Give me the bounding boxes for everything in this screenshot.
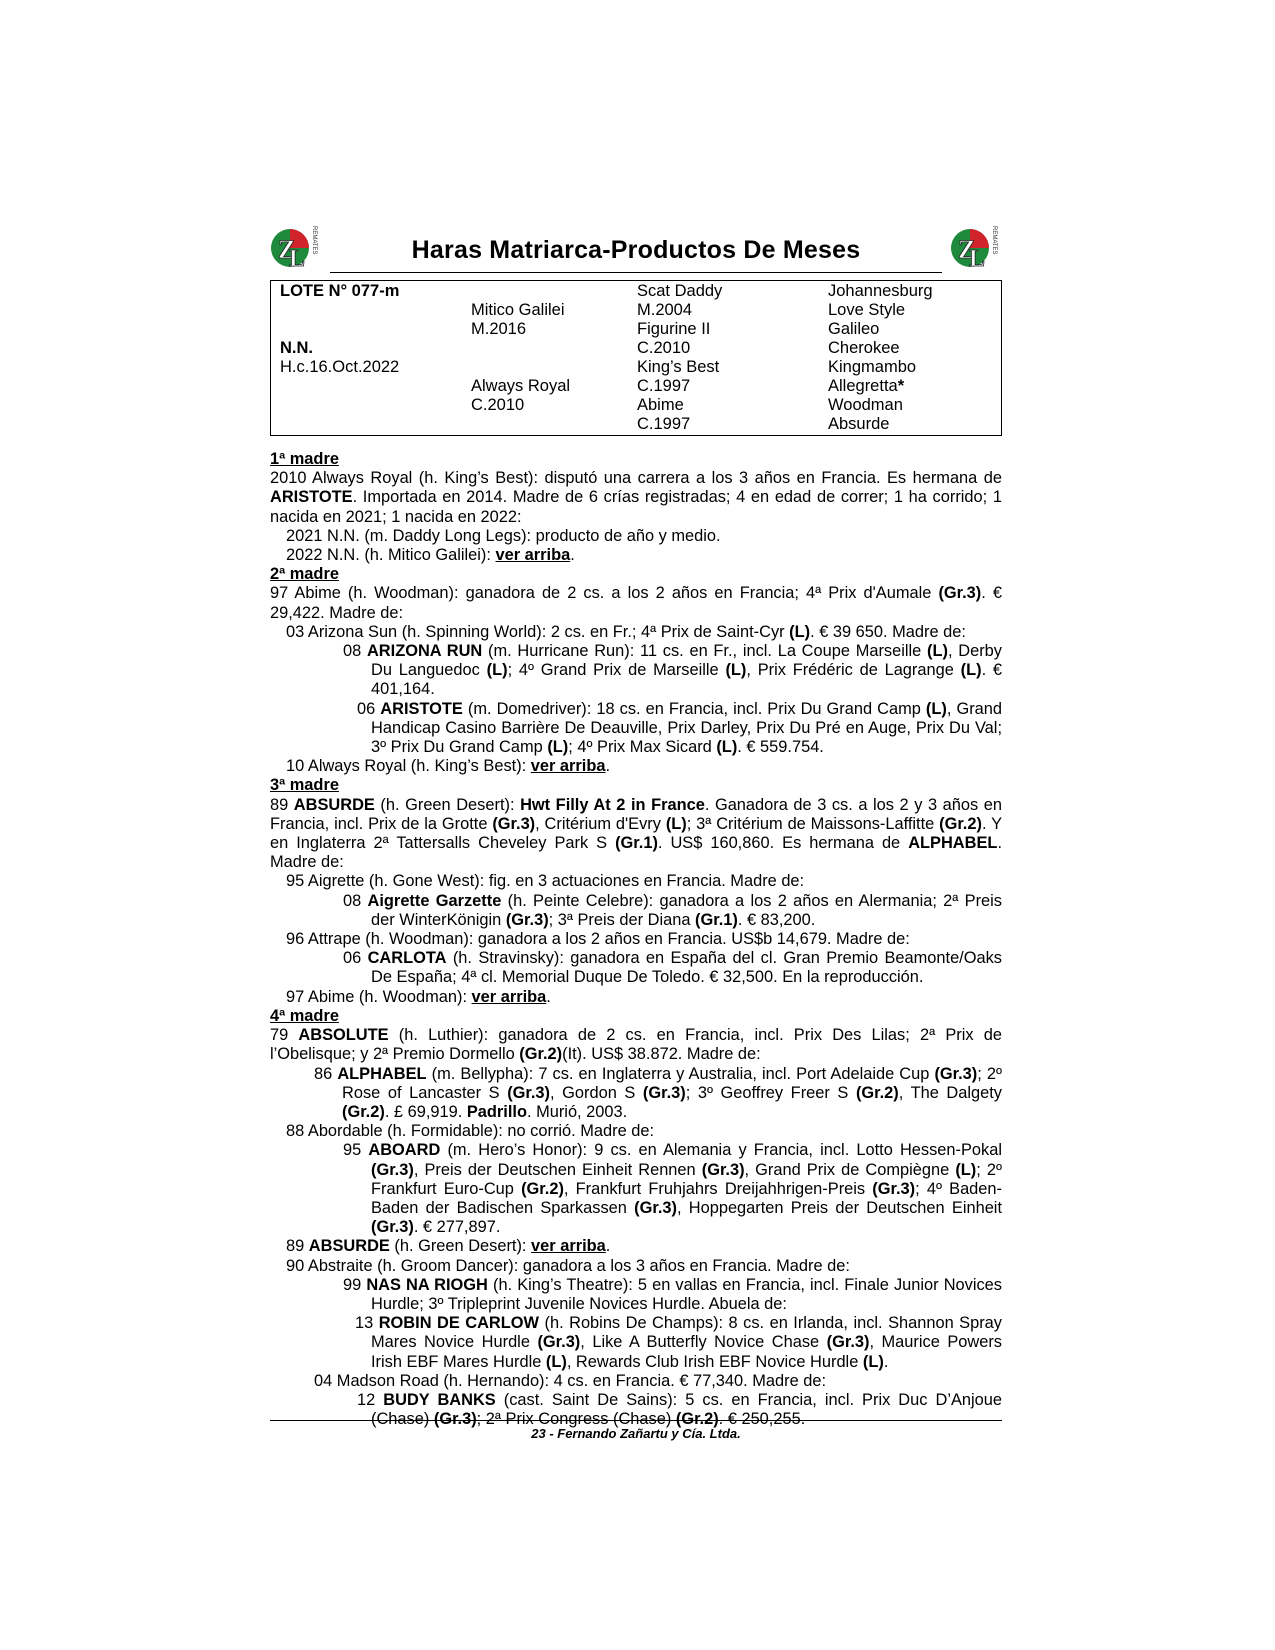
grandparent-entry: C.2010 <box>637 339 691 357</box>
family-entry: 99 NAS NA RIOGH (h. King’s Theatre): 5 en vallas en Francia, incl. Finale Junior Novices Hurdle; 3º Tripleprint Juvenile Novices Hurdle. Abuela de: <box>343 1275 1002 1313</box>
section-heading: 4ª madre <box>270 1006 339 1025</box>
great-grandparent-entry: Galileo <box>828 320 880 338</box>
family-entry: 89 ABSURDE (h. Green Desert): ver arriba. <box>286 1237 611 1256</box>
catalog-page <box>270 222 1002 1429</box>
family-entry: 12 BUDY BANKS (cast. Saint De Sains): 5 cs. en Francia, incl. Prix Duc D’Anjoue (Chase) (Gr.3); 2ª Prix Congress (Chase) (Gr.2). € 250,255. <box>357 1390 1002 1429</box>
great-grandparent-entry: Absurde <box>828 415 890 433</box>
family-entry: 13 ROBIN DE CARLOW (h. Robins De Champs): 8 cs. en Irlanda, incl. Shannon Spray Mares Novice Hurdle (Gr.3), Like A Butterfly Novice Chase (Gr.3), Maurice Powers Irish EBF Mares Hurdle (L), Rewards Club Irish EBF Novice Hurdle (L). <box>355 1314 1002 1371</box>
family-entry: 97 Abime (h. Woodman): ganadora de 2 cs. a los 2 años en Francia; 4ª Prix d'Aumale (Gr.3). € 29,422. Madre de: <box>270 584 1002 622</box>
lot-number: LOTE N° 077-m <box>280 282 400 300</box>
great-grandparent-entry: Johannesburg <box>828 282 933 300</box>
svg-text:L: L <box>289 246 306 270</box>
svg-text:Z: Z <box>278 235 296 264</box>
svg-text:REMATES: REMATES <box>311 226 317 255</box>
grandparent-entry: M.2004 <box>637 301 693 319</box>
page-footer: 23 - Fernando Zañartu y Cía. Ltda. <box>531 1426 741 1441</box>
page-title: Haras Matriarca-Productos De Meses <box>411 236 861 264</box>
section-heading: 1ª madre <box>270 450 339 468</box>
sire-name: Mitico Galilei <box>471 301 565 319</box>
family-entry: 86 ALPHABEL (m. Bellypha): 7 cs. en Inglaterra y Australia, incl. Port Adelaide Cup (Gr.3); 2º Rose of Lancaster S (Gr.3), Gordon S (Gr.3); 3º Geoffrey Freer S (Gr.2), The Dalgety (Gr.2). £ 69,919. Padrillo. Murió, 2003. <box>314 1064 1002 1121</box>
grandparent-entry: C.1997 <box>637 377 691 395</box>
great-grandparent-entry: Cherokee <box>828 339 900 357</box>
horse-name: N.N. <box>280 339 313 357</box>
family-entry: 96 Attrape (h. Woodman): ganadora a los 2 años en Francia. US$b 14,679. Madre de: <box>286 930 910 949</box>
dam-name: Always Royal <box>471 377 571 395</box>
title-underline <box>330 272 942 273</box>
pedigree-grandparents-column <box>637 282 722 434</box>
family-entry: 2022 N.N. (h. Mitico Galilei): ver arriba. <box>286 546 575 565</box>
family-entry: 2021 N.N. (m. Daddy Long Legs): producto de año y medio. <box>286 526 721 545</box>
family-entry: 79 ABSOLUTE (h. Luthier): ganadora de 2 cs. en Francia, incl. Prix Des Lilas; 2ª Prix de l’Obelisque; y 2ª Premio Dormello (Gr.2)(It). US$ 38.872. Madre de: <box>270 1026 1002 1064</box>
sire-year: M.2016 <box>471 320 527 338</box>
family-entry: 97 Abime (h. Woodman): ver arriba. <box>286 987 551 1006</box>
horse-description: H.c.16.Oct.2022 <box>280 358 400 376</box>
grandparent-entry: C.1997 <box>637 415 691 433</box>
svg-text:Z: Z <box>958 235 976 264</box>
section-heading: 2ª madre <box>270 565 339 584</box>
grandparent-entry: King’s Best <box>637 358 720 376</box>
family-entry: 89 ABSURDE (h. Green Desert): Hwt Filly At 2 in France. Ganadora de 3 cs. a los 2 y 3 años en Francia, incl. Prix de la Grotte (Gr.3), Critérium d'Evry (L); 3ª Critérium de Maissons-Laffitte (Gr.2). Y en Inglaterra 2ª Tattersalls Cheveley Park S (Gr.1). US$ 160,860. Es hermana de ALPHABEL. Madre de: <box>270 795 1002 872</box>
family-entry: 95 Aigrette (h. Gone West): fig. en 3 actuaciones en Francia. Madre de: <box>286 872 805 891</box>
family-entry: 06 ARISTOTE (m. Domedriver): 18 cs. en Francia, incl. Prix Du Grand Camp (L), Grand Handicap Casino Barrière De Deauville, Prix Darley, Prix Du Pré en Auge, Prix Du Val; 3º Prix Du Grand Camp (L); 4º Prix Max Sicard (L). € 559.754. <box>357 699 1003 757</box>
great-grandparent-entry: Kingmambo <box>828 358 917 376</box>
grandparent-entry: Figurine II <box>637 320 711 338</box>
family-notes <box>270 450 1002 1429</box>
family-entry: 10 Always Royal (h. King’s Best): ver arriba. <box>286 757 611 776</box>
page-header <box>270 222 1002 274</box>
dam-year: C.2010 <box>471 396 525 414</box>
pedigree-subject-column <box>280 282 399 377</box>
family-entry: 90 Abstraite (h. Groom Dancer): ganadora a los 3 años en Francia. Madre de: <box>286 1256 850 1275</box>
family-entry: 04 Madson Road (h. Hernando): 4 cs. en Francia. € 77,340. Madre de: <box>314 1371 827 1390</box>
family-entry: 88 Abordable (h. Formidable): no corrió. Madre de: <box>286 1122 655 1141</box>
pedigree-table <box>270 280 1002 436</box>
great-grandparent-entry: Love Style <box>828 301 906 319</box>
footer-rule <box>270 1420 1002 1421</box>
grandparent-entry: Abime <box>637 396 684 414</box>
svg-text:REMATES: REMATES <box>991 226 997 255</box>
svg-text:L: L <box>969 246 986 270</box>
zl-remates-logo <box>950 222 1002 270</box>
section-heading: 3ª madre <box>270 776 339 795</box>
great-grandparent-entry: Allegretta* <box>828 377 905 395</box>
imported-star: * <box>897 377 905 395</box>
pedigree-great-grandparents-column <box>828 282 933 434</box>
great-grandparent-entry: Woodman <box>828 396 903 414</box>
grandparent-entry: Scat Daddy <box>637 282 723 300</box>
family-entry: 06 CARLOTA (h. Stravinsky): ganadora en España del cl. Gran Premio Beamonte/Oaks De España; 4ª cl. Memorial Duque De Toledo. € 32,500. En la reproducción. <box>343 949 1002 987</box>
family-entry: 95 ABOARD (m. Hero’s Honor): 9 cs. en Alemania y Francia, incl. Lotto Hessen-Pokal (Gr.3), Preis der Deutschen Einheit Rennen (Gr.3), Grand Prix de Compiègne (L); 2º Frankfurt Euro-Cup (Gr.2), Frankfurt Fruhjahrs Dreijahhrigen-Preis (Gr.3); 4º Baden-Baden der Badischen Sparkassen (Gr.3), Hoppegarten Preis der Deutschen Einheit (Gr.3). € 277,897. <box>343 1141 1003 1237</box>
family-entry: 08 ARIZONA RUN (m. Hurricane Run): 11 cs. en Fr., incl. La Coupe Marseille (L), Derby Du Languedoc (L); 4º Grand Prix de Marseille (L), Prix Frédéric de Lagrange (L). € 401,164. <box>343 642 1003 699</box>
family-entry: 2010 Always Royal (h. King’s Best): disputó una carrera a los 3 años en Francia. Es hermana de ARISTOTE. Importada en 2014. Madre de 6 crías registradas; 4 en edad de correr; 1 ha corrido; 1 nacida en 2021; 1 nacida en 2022: <box>270 469 1002 526</box>
zl-remates-logo <box>270 222 322 270</box>
pedigree-parents-column <box>471 282 570 415</box>
family-entry: 08 Aigrette Garzette (h. Peinte Celebre): ganadora a los 2 años en Alermania; 2ª Preis der WinterKönigin (Gr.3); 3ª Preis der Diana (Gr.1). € 83,200. <box>343 891 1002 929</box>
family-entry: 03 Arizona Sun (h. Spinning World): 2 cs. en Fr.; 4ª Prix de Saint-Cyr (L). € 39 650. Madre de: <box>286 622 966 641</box>
